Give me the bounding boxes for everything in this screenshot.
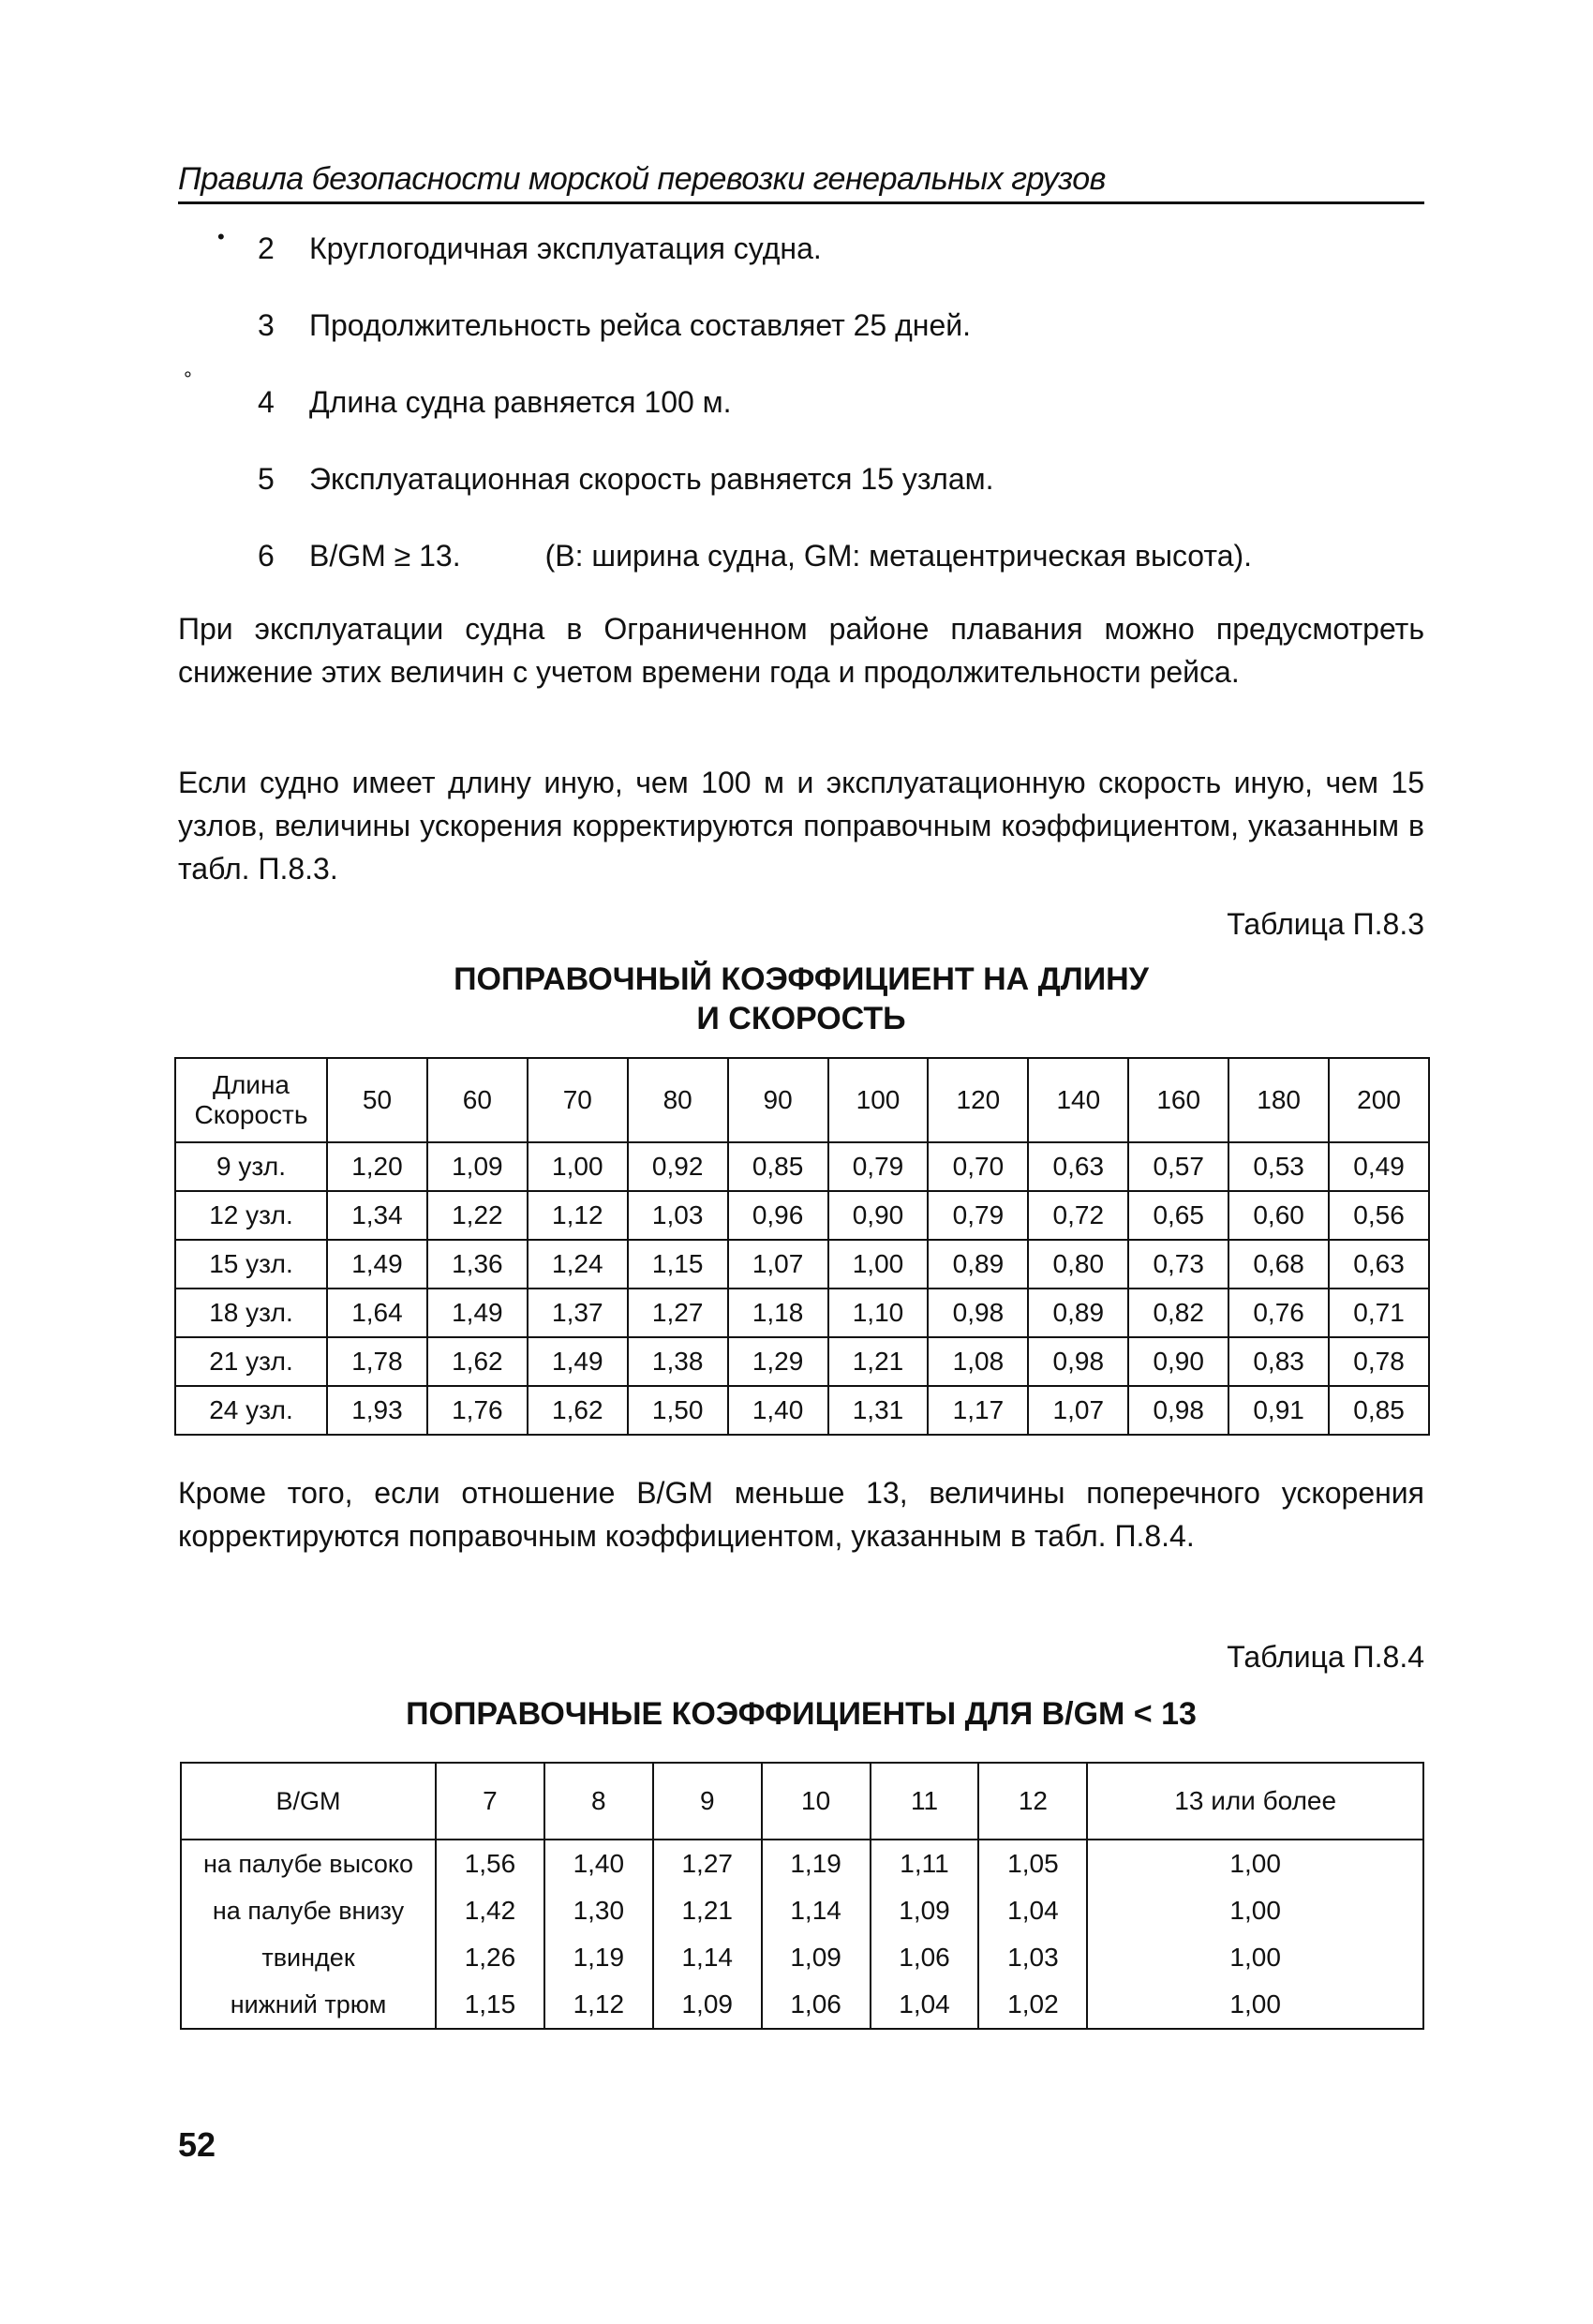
table-cell: 1,20: [327, 1142, 427, 1191]
table-cell: 0,85: [728, 1142, 828, 1191]
table-cell: 1,22: [427, 1191, 528, 1240]
table-cell: 1,15: [436, 1981, 544, 2029]
table-cell: 1,29: [728, 1337, 828, 1386]
table-cell: 1,02: [978, 1981, 1087, 2029]
table-cell: 1,38: [628, 1337, 728, 1386]
table-cell: 0,79: [828, 1142, 929, 1191]
corner-header-bottom: Скорость: [194, 1100, 308, 1129]
row-label: твиндек: [181, 1934, 436, 1981]
table-cell: 1,04: [978, 1887, 1087, 1934]
table-cell: 1,00: [1087, 1981, 1423, 2029]
row-label: 15 узл.: [175, 1240, 327, 1289]
page-number: 52: [178, 2125, 216, 2164]
column-header: 70: [528, 1058, 628, 1142]
list-item-note: (В: ширина судна, GM: метацентрическая высота).: [544, 539, 1253, 573]
conditions-list: [258, 230, 1429, 614]
column-header: 100: [828, 1058, 929, 1142]
table-cell: 1,21: [828, 1337, 929, 1386]
list-item-text: Продолжительность рейса составляет 25 дней.: [309, 308, 972, 342]
table-row: [181, 1981, 1423, 2029]
column-header: 80: [628, 1058, 728, 1142]
table-cell: 1,09: [762, 1934, 871, 1981]
correction-table-length-speed: [174, 1057, 1430, 1436]
table-cell: 1,03: [628, 1191, 728, 1240]
corner-header: [175, 1058, 327, 1142]
list-item-number: 4: [258, 385, 275, 419]
column-header: 200: [1329, 1058, 1429, 1142]
table-cell: 1,27: [628, 1289, 728, 1337]
row-label: 21 узл.: [175, 1337, 327, 1386]
column-header: 7: [436, 1763, 544, 1840]
list-item: [258, 306, 1429, 383]
corner-header-top: Длина: [213, 1070, 290, 1099]
table-cell: 0,98: [1128, 1386, 1228, 1435]
table-title-line: ПОПРАВОЧНЫЙ КОЭФФИЦИЕНТ НА ДЛИНУ: [454, 961, 1149, 997]
table-cell: 1,12: [544, 1981, 653, 2029]
table-cell: 0,57: [1128, 1142, 1228, 1191]
table-cell: 0,92: [628, 1142, 728, 1191]
column-header: 180: [1228, 1058, 1329, 1142]
table-row: [175, 1240, 1429, 1289]
table-cell: 1,00: [1087, 1840, 1423, 1887]
table-cell: 1,27: [653, 1840, 762, 1887]
table-cell: 0,73: [1128, 1240, 1228, 1289]
table-cell: 0,70: [928, 1142, 1028, 1191]
table-cell: 0,63: [1329, 1240, 1429, 1289]
table-cell: 1,19: [762, 1840, 871, 1887]
table-cell: 0,85: [1329, 1386, 1429, 1435]
column-header: 120: [928, 1058, 1028, 1142]
table-cell: 1,49: [427, 1289, 528, 1337]
table-cell: 1,49: [528, 1337, 628, 1386]
table-cell: 1,09: [653, 1981, 762, 2029]
table-cell: 1,07: [1028, 1386, 1128, 1435]
table-cell: 0,60: [1228, 1191, 1329, 1240]
table-cell: 1,17: [928, 1386, 1028, 1435]
list-item-number: 5: [258, 462, 275, 496]
table-cell: 0,72: [1028, 1191, 1128, 1240]
table-row: [181, 1840, 1423, 1887]
table-cell: 1,62: [427, 1337, 528, 1386]
table-row: [181, 1934, 1423, 1981]
table-cell: 1,21: [653, 1887, 762, 1934]
table-cell: 1,42: [436, 1887, 544, 1934]
table-cell: 1,56: [436, 1840, 544, 1887]
row-label: на палубе высоко: [181, 1840, 436, 1887]
row-label: 24 узл.: [175, 1386, 327, 1435]
column-header: B/GM: [181, 1763, 436, 1840]
table-cell: 1,03: [978, 1934, 1087, 1981]
row-label: 12 узл.: [175, 1191, 327, 1240]
column-header: 10: [762, 1763, 871, 1840]
list-item-text: Эксплуатационная скорость равняется 15 узлам.: [309, 462, 994, 496]
table-cell: 1,08: [928, 1337, 1028, 1386]
table-cell: 1,18: [728, 1289, 828, 1337]
table-cell: 1,00: [828, 1240, 929, 1289]
table-cell: 1,36: [427, 1240, 528, 1289]
column-header: 11: [871, 1763, 979, 1840]
table-cell: 0,53: [1228, 1142, 1329, 1191]
column-header: 90: [728, 1058, 828, 1142]
table-cell: 1,15: [628, 1240, 728, 1289]
table-cell: 0,76: [1228, 1289, 1329, 1337]
table-cell: 1,24: [528, 1240, 628, 1289]
table-cell: 1,10: [828, 1289, 929, 1337]
table-cell: 1,05: [978, 1840, 1087, 1887]
table-cell: 0,91: [1228, 1386, 1329, 1435]
table-cell: 1,06: [762, 1981, 871, 2029]
table-cell: 0,49: [1329, 1142, 1429, 1191]
table-cell: 1,04: [871, 1981, 979, 2029]
table-cell: 1,14: [653, 1934, 762, 1981]
table-title: ПОПРАВОЧНЫЕ КОЭФФИЦИЕНТЫ ДЛЯ B/GM < 13: [406, 1696, 1197, 1732]
row-label: на палубе внизу: [181, 1887, 436, 1934]
table-cell: 1,49: [327, 1240, 427, 1289]
table-cell: 1,34: [327, 1191, 427, 1240]
table-cell: 0,89: [1028, 1289, 1128, 1337]
list-item-text: B/GM ≥ 13.: [309, 539, 461, 573]
table-cell: 0,98: [928, 1289, 1028, 1337]
table-cell: 1,09: [427, 1142, 528, 1191]
table-cell: 1,64: [327, 1289, 427, 1337]
table-cell: 0,56: [1329, 1191, 1429, 1240]
table-caption: Таблица П.8.3: [1227, 907, 1424, 941]
table-row: [175, 1142, 1429, 1191]
table-cell: 0,90: [828, 1191, 929, 1240]
table-cell: 1,40: [728, 1386, 828, 1435]
table-cell: 0,89: [928, 1240, 1028, 1289]
table-cell: 1,00: [528, 1142, 628, 1191]
table-title: [178, 960, 1424, 1038]
column-header: 50: [327, 1058, 427, 1142]
column-header: 140: [1028, 1058, 1128, 1142]
list-item: [258, 537, 1429, 614]
table-cell: 0,68: [1228, 1240, 1329, 1289]
paragraph-restricted-area: При эксплуатации судна в Ограниченном районе плавания можно предусмотреть снижение этих величин с учетом времени года и продолжительности рейса.: [178, 612, 1424, 689]
table-cell: 1,37: [528, 1289, 628, 1337]
table-cell: 1,62: [528, 1386, 628, 1435]
table-cell: 1,07: [728, 1240, 828, 1289]
table-cell: 1,12: [528, 1191, 628, 1240]
table-title-line: И СКОРОСТЬ: [696, 1001, 906, 1036]
table-cell: 0,78: [1329, 1337, 1429, 1386]
table-cell: 0,71: [1329, 1289, 1429, 1337]
column-header: 9: [653, 1763, 762, 1840]
list-item: [258, 383, 1429, 460]
row-label: 9 узл.: [175, 1142, 327, 1191]
table-row: [175, 1191, 1429, 1240]
table-cell: 0,98: [1028, 1337, 1128, 1386]
list-item-number: 2: [258, 231, 275, 265]
table-header-row: [175, 1058, 1429, 1142]
row-label: нижний трюм: [181, 1981, 436, 2029]
running-header: Правила безопасности морской перевозки генеральных грузов: [178, 161, 1424, 204]
table-row: [175, 1337, 1429, 1386]
list-item: [258, 460, 1429, 537]
list-item-text: Длина судна равняется 100 м.: [309, 385, 732, 419]
table-cell: 1,40: [544, 1840, 653, 1887]
column-header: 60: [427, 1058, 528, 1142]
bullet-mark: •: [217, 225, 225, 248]
table-cell: 1,50: [628, 1386, 728, 1435]
table-row: [175, 1386, 1429, 1435]
column-header: 8: [544, 1763, 653, 1840]
table-cell: 1,78: [327, 1337, 427, 1386]
table-cell: 1,26: [436, 1934, 544, 1981]
table-row: [175, 1289, 1429, 1337]
table-cell: 0,79: [928, 1191, 1028, 1240]
bullet-mark: °: [184, 367, 192, 391]
table-header-row: [181, 1763, 1423, 1840]
table-cell: 0,82: [1128, 1289, 1228, 1337]
table-cell: 1,30: [544, 1887, 653, 1934]
table-cell: 0,63: [1028, 1142, 1128, 1191]
table-cell: 0,80: [1028, 1240, 1128, 1289]
table-cell: 1,31: [828, 1386, 929, 1435]
correction-table-bgm: [180, 1762, 1424, 2030]
table-cell: 1,19: [544, 1934, 653, 1981]
column-header: 13 или более: [1087, 1763, 1423, 1840]
table-caption: Таблица П.8.4: [1227, 1640, 1424, 1674]
table-cell: 0,96: [728, 1191, 828, 1240]
column-header: 160: [1128, 1058, 1228, 1142]
list-item: [258, 230, 1429, 306]
paragraph-bgm: Кроме того, если отношение B/GM меньше 13, величины поперечного ускорения корректируются поправочным коэффициентом, указанным в табл. П.8.4.: [178, 1476, 1424, 1553]
table-cell: 0,90: [1128, 1337, 1228, 1386]
table-cell: 1,76: [427, 1386, 528, 1435]
table-cell: 1,00: [1087, 1934, 1423, 1981]
list-item-text: Круглогодичная эксплуатация судна.: [309, 231, 822, 265]
column-header: 12: [978, 1763, 1087, 1840]
table-cell: 1,14: [762, 1887, 871, 1934]
list-item-number: 3: [258, 308, 275, 342]
table-cell: 1,00: [1087, 1887, 1423, 1934]
table-row: [181, 1887, 1423, 1934]
table-cell: 1,06: [871, 1934, 979, 1981]
table-cell: 1,93: [327, 1386, 427, 1435]
paragraph-length-speed: Если судно имеет длину иную, чем 100 м и эксплуатационную скорость иную, чем 15 узлов, величины ускорения корректируются поправочным коэффициентом, указанным в табл. П.8.3.: [178, 766, 1424, 886]
table-cell: 0,65: [1128, 1191, 1228, 1240]
table-cell: 0,83: [1228, 1337, 1329, 1386]
list-item-number: 6: [258, 539, 275, 573]
table-cell: 1,11: [871, 1840, 979, 1887]
table-cell: 1,09: [871, 1887, 979, 1934]
row-label: 18 узл.: [175, 1289, 327, 1337]
